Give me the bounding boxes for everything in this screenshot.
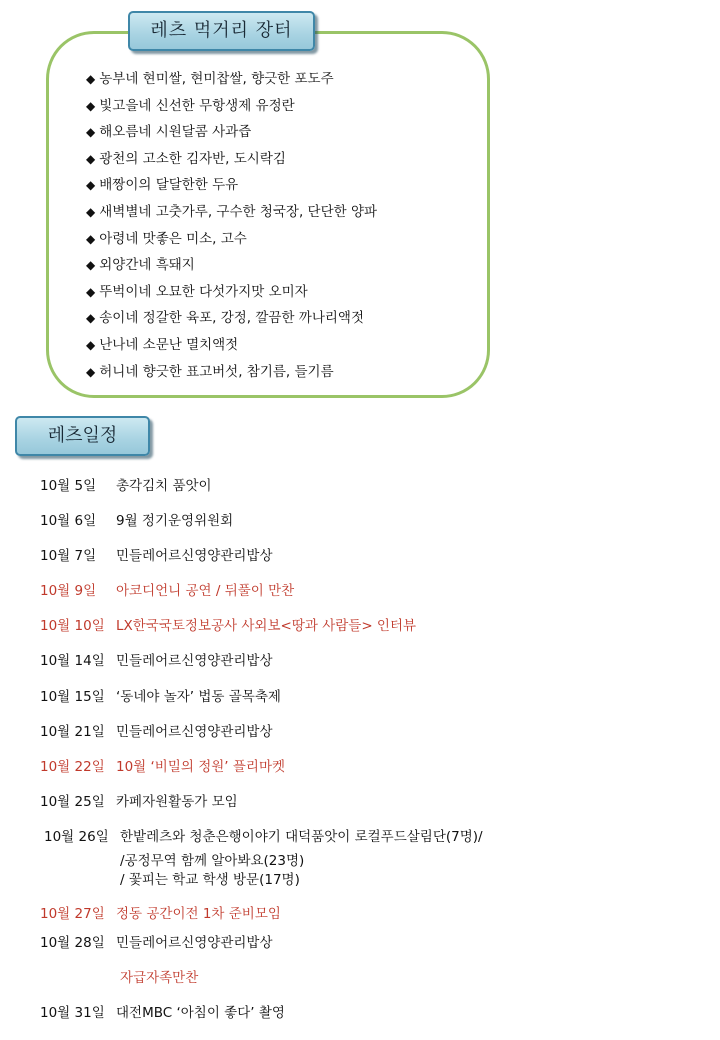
- schedule-date: 10월 25일: [40, 794, 105, 810]
- market-item-text: 허니네 향긋한 표고버섯, 참기름, 들기름: [99, 363, 334, 380]
- schedule-continuation: /공정무역 함께 알아봐요(23명): [120, 853, 305, 869]
- market-item-text: 송이네 정갈한 육포, 강정, 깔끔한 까나리액젓: [99, 310, 365, 327]
- schedule-row: [40, 793, 238, 811]
- market-title: 레츠 먹거리 장터: [128, 11, 315, 51]
- diamond-bullet-icon: ◆: [86, 98, 96, 113]
- schedule-row: [40, 688, 281, 706]
- schedule-continuation: / 꽃피는 학교 학생 방문(17명): [120, 872, 300, 888]
- schedule-row: [40, 723, 273, 741]
- schedule-date: 10월 7일: [40, 548, 97, 564]
- schedule-row: [40, 905, 281, 923]
- schedule-date: 10월 28일: [40, 935, 105, 951]
- schedule-date: 10월 31일: [40, 1005, 105, 1021]
- schedule-text: 카페자원활동가 모임: [116, 794, 238, 810]
- market-item-text: 아령네 맛좋은 미소, 고수: [99, 230, 247, 247]
- schedule-text: 민들레어르신영양관리밥상: [116, 653, 273, 669]
- schedule-row: [40, 758, 285, 776]
- market-item-text: 뚜벅이네 오묘한 다섯가지맛 오미자: [99, 283, 308, 300]
- market-item-text: 광천의 고소한 김자반, 도시락김: [99, 150, 286, 167]
- diamond-bullet-icon: ◆: [86, 231, 96, 246]
- diamond-bullet-icon: ◆: [86, 311, 96, 326]
- diamond-bullet-icon: ◆: [86, 125, 96, 140]
- market-item-text: 빛고을네 신선한 무항생제 유정란: [99, 97, 295, 114]
- diamond-bullet-icon: ◆: [86, 364, 96, 379]
- diamond-bullet-icon: ◆: [86, 337, 96, 352]
- diamond-bullet-icon: ◆: [86, 151, 96, 166]
- market-item-text: 농부네 현미쌀, 현미찹쌀, 향긋한 포도주: [99, 71, 334, 87]
- schedule-row: [40, 934, 273, 952]
- schedule-date: 10월 14일: [40, 653, 105, 669]
- market-item-text: 해오름네 시원달콤 사과즙: [99, 124, 252, 141]
- schedule-title: 레츠일정: [15, 416, 150, 456]
- schedule-date: 10월 22일: [40, 759, 105, 775]
- schedule-text: 민들레어르신영양관리밥상: [116, 724, 273, 740]
- schedule-text: 정동 공간이전 1차 준비모임: [116, 906, 281, 922]
- schedule-text: 민들레어르신영양관리밥상: [116, 935, 273, 951]
- schedule-text: 9월 정기운영위원회: [116, 513, 234, 529]
- schedule-text: ‘동네야 놀자’ 법동 골목축제: [116, 689, 281, 705]
- schedule-row: [44, 828, 483, 846]
- schedule-date: 10월 26일: [44, 829, 109, 845]
- schedule-row: [40, 477, 212, 495]
- schedule-row: [40, 547, 273, 565]
- schedule-continuation: 자급자족만찬: [120, 970, 199, 986]
- schedule-date: 10월 15일: [40, 689, 105, 705]
- schedule-row: [40, 617, 416, 635]
- schedule-date: 10월 6일: [40, 513, 97, 529]
- diamond-bullet-icon: ◆: [86, 204, 96, 219]
- diamond-bullet-icon: ◆: [86, 72, 96, 86]
- schedule-date: 10월 10일: [40, 618, 105, 634]
- market-item-text: 난나네 소문난 멸치액젓: [99, 336, 239, 353]
- schedule-date: 10월 27일: [40, 906, 105, 922]
- schedule-row: [40, 582, 294, 600]
- schedule-date: 10월 21일: [40, 724, 105, 740]
- schedule-text: 10월 ‘비밀의 정원’ 플리마켓: [116, 759, 286, 775]
- schedule-row: [40, 1004, 285, 1022]
- schedule-date: 10월 5일: [40, 478, 97, 494]
- diamond-bullet-icon: ◆: [86, 284, 96, 299]
- schedule-text: 아코디언니 공연 / 뒤풀이 만찬: [116, 583, 295, 599]
- diamond-bullet-icon: ◆: [86, 258, 96, 273]
- schedule-text: LX한국국토정보공사 사외보<땅과 사람들> 인터뷰: [116, 618, 417, 634]
- market-item-text: 배짱이의 달달한한 두유: [99, 177, 239, 194]
- diamond-bullet-icon: ◆: [86, 178, 96, 193]
- schedule-text: 한밭레츠와 청춘은행이야기 대덕품앗이 로컬푸드살림단(7명)/: [120, 829, 483, 845]
- schedule-row: [40, 652, 273, 670]
- schedule-text: 총각김치 품앗이: [116, 478, 212, 494]
- schedule-text: 대전MBC ‘아침이 좋다’ 촬영: [116, 1005, 285, 1021]
- schedule-row: [40, 512, 233, 530]
- schedule-date: 10월 9일: [40, 583, 97, 599]
- schedule-text: 민들레어르신영양관리밥상: [116, 548, 273, 564]
- market-item-text: 외양간네 흑돼지: [99, 257, 195, 274]
- market-item-text: 새벽별네 고춧가루, 구수한 청국장, 단단한 양파: [99, 203, 378, 220]
